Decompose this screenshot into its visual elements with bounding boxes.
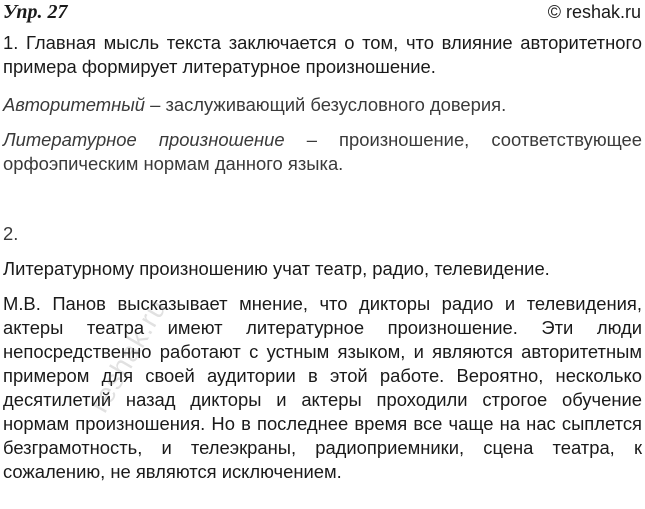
- section-number: 2.: [3, 223, 19, 244]
- definition-literary-pronunciation: [3, 128, 642, 176]
- header: [0, 0, 645, 30]
- definition-term: Литературное произношение: [3, 129, 285, 150]
- argument-paragraph: М.В. Панов высказывает мнение, что дикторы радио и телевидения, актеры театра имеют литературное произношение. Эти люди непосредственно работают с устным языком, и являются авторитетным примером для своей аудитории в этой работе. Вероятно, несколько десятилетий назад дикторы и актеры проходили строгое обучение нормам произношения. Но в последнее время все чаще на нас сыплется безграмотность, и телеэкраны, радиоприемники, сцена театра, к сожалению, не являются исключением.: [3, 293, 642, 482]
- definition-text: – заслуживающий безусловного доверия.: [145, 94, 507, 115]
- definition-text: – произношение, соответствующее орфоэпическим нормам данного языка.: [3, 129, 643, 174]
- watermark: reshak.ru: [83, 293, 173, 418]
- copyright-label: © reshak.ru: [547, 2, 641, 22]
- definition-authoritative: [3, 93, 642, 117]
- exercise-title: Упр. 27: [3, 1, 68, 23]
- statement-paragraph: Литературному произношению учат театр, радио, телевидение.: [3, 258, 550, 279]
- definition-term: Авторитетный: [3, 94, 145, 115]
- main-idea-paragraph: 1. Главная мысль текста заключается о том, что влияние авторитетного примера формирует литературное произношение.: [3, 32, 642, 77]
